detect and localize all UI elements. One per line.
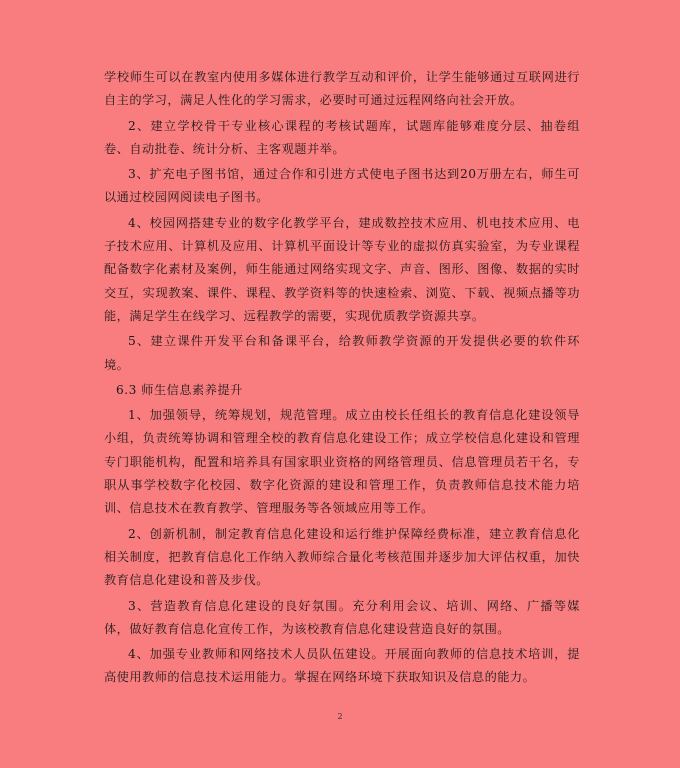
paragraph-item-1-leadership: 1、加强领导，统筹规划，规范管理。成立由校长任组长的教育信息化建设领导小组，负责统筹协调和管理全校的教育信息化建设工作；成立学校信息化建设和管理专门职能机构，配置和培养具有国家职业资格的网络管理员、信息管理员若干名，专职从事学校数字化校园、数字化资源的建设和管理工作，负责教师信息技术能力培训、信息技术在教育教学、管理服务等各领域应用等工作。 <box>104 408 580 516</box>
section-heading-6-3: 6.3 师生信息素养提升 <box>116 382 243 397</box>
paragraph-item-4-team-building: 4、加强专业教师和网络技术人员队伍建设。开展面向教师的信息技术培训，提高使用教师的信息技术运用能力。掌握在网络环境下获取知识及信息的能力。 <box>104 647 580 685</box>
paragraph-item-3-e-library: 3、扩充电子图书馆，通过合作和引进方式使电子图书达到20万册左右，师生可以通过校园网阅读电子图书。 <box>104 167 580 205</box>
paragraph-multimedia-teaching: 学校师生可以在教室内使用多媒体进行教学互动和评价，让学生能够通过互联网进行自主的学习，满足人性化的学习需求，必要时可通过远程网络向社会开放。 <box>104 70 580 108</box>
page-number: 2 <box>337 712 343 721</box>
document-body <box>104 66 580 692</box>
paragraph-item-2-question-bank: 2、建立学校骨干专业核心课程的考核试题库，试题库能够难度分层、抽卷组卷、自动批卷、统计分析、主客观题并举。 <box>104 118 580 156</box>
paragraph-item-2-mechanism: 2、创新机制，制定教育信息化建设和运行维护保障经费标准，建立教育信息化相关制度，把教育信息化工作纳入教师综合量化考核范围并逐步加大评估权重，加快教育信息化建设和普及步伐。 <box>104 526 580 588</box>
paragraph-item-5-courseware-platform: 5、建立课件开发平台和备课平台，给教师教学资源的开发提供必要的软件环境。 <box>104 334 580 372</box>
paragraph-item-4-digital-platform: 4、校园网搭建专业的数字化教学平台，建成数控技术应用、机电技术应用、电子技术应用、计算机及应用、计算机平面设计等专业的虚拟仿真实验室，为专业课程配备数字化素材及案例，师生能通过网络实现文字、声音、图形、图像、数据的实时交互，实现教案、课件、课程、教学资料等的快速检索、浏览、下载、视频点播等功能，满足学生在线学习、远程教学的需要，实现优质教学资源共享。 <box>104 215 580 323</box>
paragraph-item-3-atmosphere: 3、营造教育信息化建设的良好氛围。充分利用会议、培训、网络、广播等媒体，做好教育信息化宣传工作，为该校教育信息化建设营造良好的氛围。 <box>104 598 580 636</box>
